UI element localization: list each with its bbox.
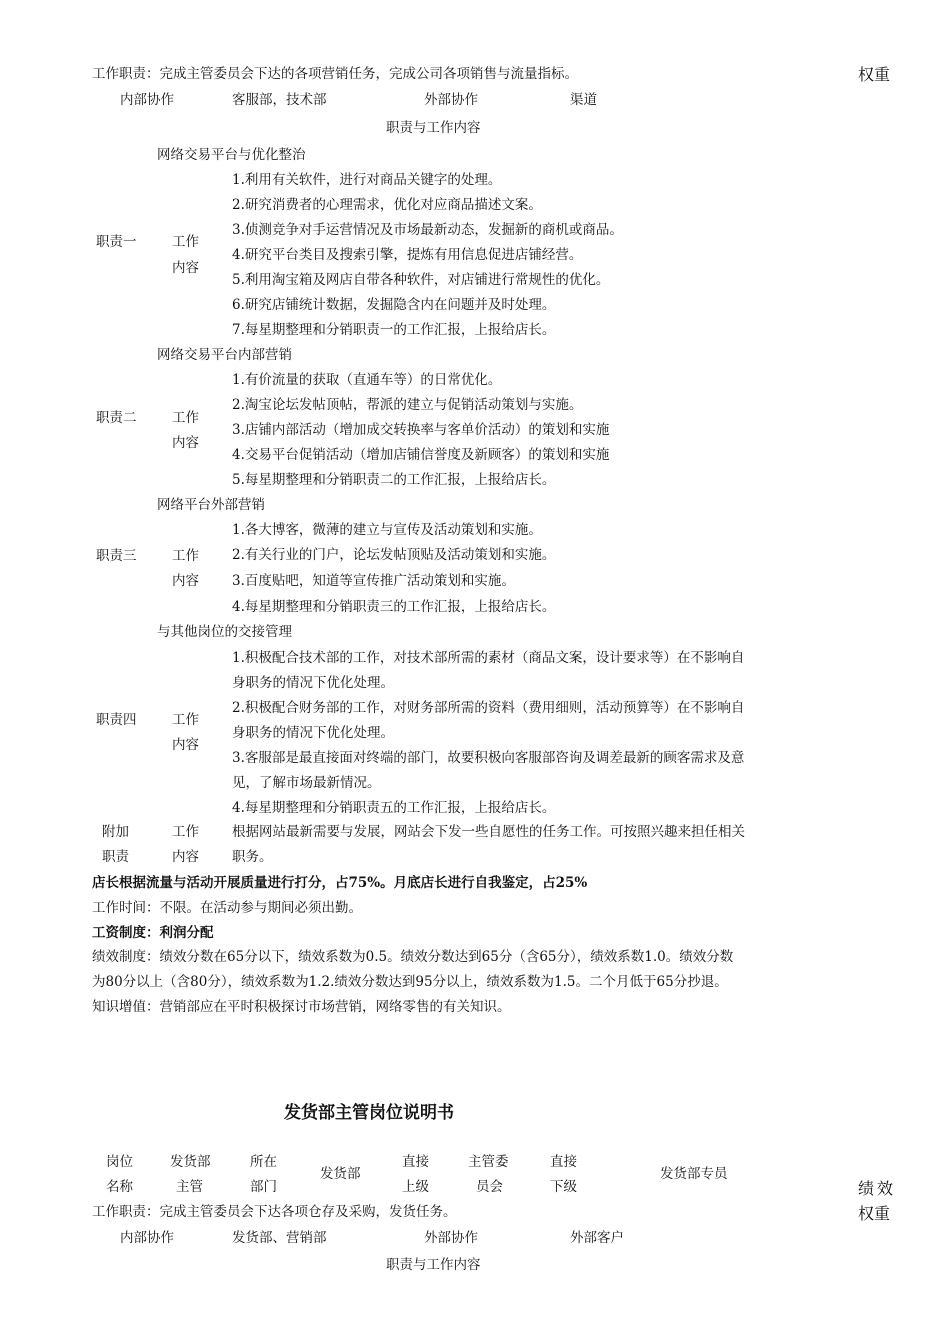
duty-title: 网络交易平台与优化整治	[157, 147, 306, 163]
extra-duty-text: 职务。	[232, 849, 273, 865]
work-content-label: 内容	[172, 260, 199, 276]
duty-item: 2.积极配合财务部的工作，对财务部所需的资料（费用细则，活动预算等）在不影响自	[232, 700, 745, 716]
duty-item: 3.客服部是最直接面对终端的部门，故要积极向客服部咨询及调差最新的顾客需求及意	[232, 750, 745, 766]
work-content-label: 内容	[172, 849, 199, 865]
performance-label: 绩效	[858, 1179, 897, 1198]
duty-item: 4.研究平台类目及搜索引擎，提炼有用信息促进店铺经营。	[232, 247, 583, 263]
subordinate-label: 下级	[550, 1179, 577, 1195]
post-name-label: 岗位	[106, 1154, 133, 1170]
duty-item: 3.店铺内部活动（增加成交转换率与客单价活动）的策划和实施	[232, 422, 610, 438]
internal-collab-value: 客服部，技术部	[232, 92, 327, 108]
duty-item: 5.每星期整理和分销职责二的工作汇报，上报给店长。	[232, 472, 556, 488]
work-content-label: 工作	[172, 712, 199, 728]
duty-item: 2.淘宝论坛发帖顶帖，帮派的建立与促销活动策划与实施。	[232, 397, 583, 413]
section-header: 职责与工作内容	[386, 120, 481, 136]
duty-item: 6.研究店铺统计数据，发掘隐含内在问题并及时处理。	[232, 297, 556, 313]
duty-item: 4.交易平台促销活动（增加店铺信誉度及新顾客）的策划和实施	[232, 447, 610, 463]
extra-duty-label: 附加	[102, 824, 129, 840]
weight-label: 权重	[858, 65, 891, 84]
external-collab-value: 外部客户	[570, 1230, 624, 1246]
duty-item: 3.侦测竞争对手运营情况及市场最新动态，发掘新的商机或商品。	[232, 222, 623, 238]
weight-label: 权重	[858, 1204, 891, 1223]
knowledge-growth: 知识增值：营销部应在平时积极探讨市场营销，网络零售的有关知识。	[92, 999, 511, 1015]
extra-duty-label: 职责	[102, 849, 129, 865]
work-content-label: 工作	[172, 824, 199, 840]
work-content-label: 内容	[172, 737, 199, 753]
duty-label: 职责一	[96, 234, 137, 250]
duty-item: 见，了解市场最新情况。	[232, 775, 381, 791]
page-title: 发货部主管岗位说明书	[284, 1103, 454, 1123]
duty-item: 1.利用有关软件，进行对商品关键字的处理。	[232, 172, 502, 188]
performance-system: 为80分以上（含80分），绩效系数为1.2.绩效分数达到95分以上，绩效系数为1.5。二个月低于65分抄退。	[92, 974, 728, 990]
duty-item: 3.百度贴吧，知道等宣传推广活动策划和实施。	[232, 573, 515, 589]
internal-collab-label: 内部协作	[120, 1230, 174, 1246]
internal-collab-label: 内部协作	[120, 92, 174, 108]
post-name-value: 发货部	[170, 1154, 211, 1170]
superior-label: 上级	[402, 1179, 429, 1195]
department-label: 所在	[250, 1154, 277, 1170]
superior-value: 员会	[476, 1179, 503, 1195]
work-content-label: 工作	[172, 410, 199, 426]
department-label: 部门	[250, 1179, 277, 1195]
duty-item: 身职务的情况下优化处理。	[232, 675, 394, 691]
scoring-rule: 店长根据流量与活动开展质量进行打分，占75%。月底店长进行自我鉴定，占25%	[92, 875, 588, 891]
work-time: 工作时间：不限。在活动参与期间必须出勤。	[92, 900, 362, 916]
external-collab-label: 外部协作	[424, 92, 478, 108]
duty-item: 1.积极配合技术部的工作，对技术部所需的素材（商品文案，设计要求等）在不影响自	[232, 650, 745, 666]
duty-title: 与其他岗位的交接管理	[157, 624, 292, 640]
superior-label: 直接	[402, 1154, 429, 1170]
duty-title: 网络平台外部营销	[157, 497, 265, 513]
section-header: 职责与工作内容	[386, 1257, 481, 1273]
post-name-label: 名称	[106, 1179, 133, 1195]
work-content-label: 内容	[172, 573, 199, 589]
duty-item: 7.每星期整理和分销职责一的工作汇报，上报给店长。	[232, 322, 556, 338]
internal-collab-value: 发货部、营销部	[232, 1230, 327, 1246]
work-content-label: 工作	[172, 548, 199, 564]
duty-item: 4.每星期整理和分销职责五的工作汇报，上报给店长。	[232, 800, 556, 816]
duty-item: 4.每星期整理和分销职责三的工作汇报，上报给店长。	[232, 599, 556, 615]
work-content-label: 内容	[172, 435, 199, 451]
duty-item: 2.有关行业的门户，论坛发帖顶贴及活动策划和实施。	[232, 547, 556, 563]
duty-item: 2.研究消费者的心理需求，优化对应商品描述文案。	[232, 197, 542, 213]
duty-statement: 工作职责：完成主管委员会下达各项仓存及采购，发货任务。	[92, 1204, 457, 1220]
post-name-value: 主管	[176, 1179, 203, 1195]
duty-label: 职责四	[96, 712, 137, 728]
performance-system: 绩效制度：绩效分数在65分以下，绩效系数为0.5。绩效分数达到65分（含65分），绩效系数1.0。绩效分数	[92, 949, 734, 965]
duty-label: 职责三	[96, 548, 137, 564]
external-collab-label: 外部协作	[424, 1230, 478, 1246]
duty-item: 1.各大博客，微薄的建立与宣传及活动策划和实施。	[232, 522, 542, 538]
duty-item: 身职务的情况下优化处理。	[232, 725, 394, 741]
subordinate-value: 发货部专员	[660, 1166, 728, 1182]
duty-label: 职责二	[96, 410, 137, 426]
duty-statement: 工作职责：完成主管委员会下达的各项营销任务，完成公司各项销售与流量指标。	[92, 66, 578, 82]
work-content-label: 工作	[172, 234, 199, 250]
department-value: 发货部	[320, 1166, 361, 1182]
subordinate-label: 直接	[550, 1154, 577, 1170]
duty-item: 1.有价流量的获取（直通车等）的日常优化。	[232, 372, 502, 388]
salary-system: 工资制度：利润分配	[92, 925, 214, 941]
duty-item: 5.利用淘宝箱及网店自带各种软件，对店铺进行常规性的优化。	[232, 272, 610, 288]
extra-duty-text: 根据网站最新需要与发展，网站会下发一些自愿性的任务工作。可按照兴趣来担任相关	[232, 824, 745, 840]
external-collab-value: 渠道	[570, 92, 597, 108]
duty-title: 网络交易平台内部营销	[157, 347, 292, 363]
superior-value: 主管委	[468, 1154, 509, 1170]
